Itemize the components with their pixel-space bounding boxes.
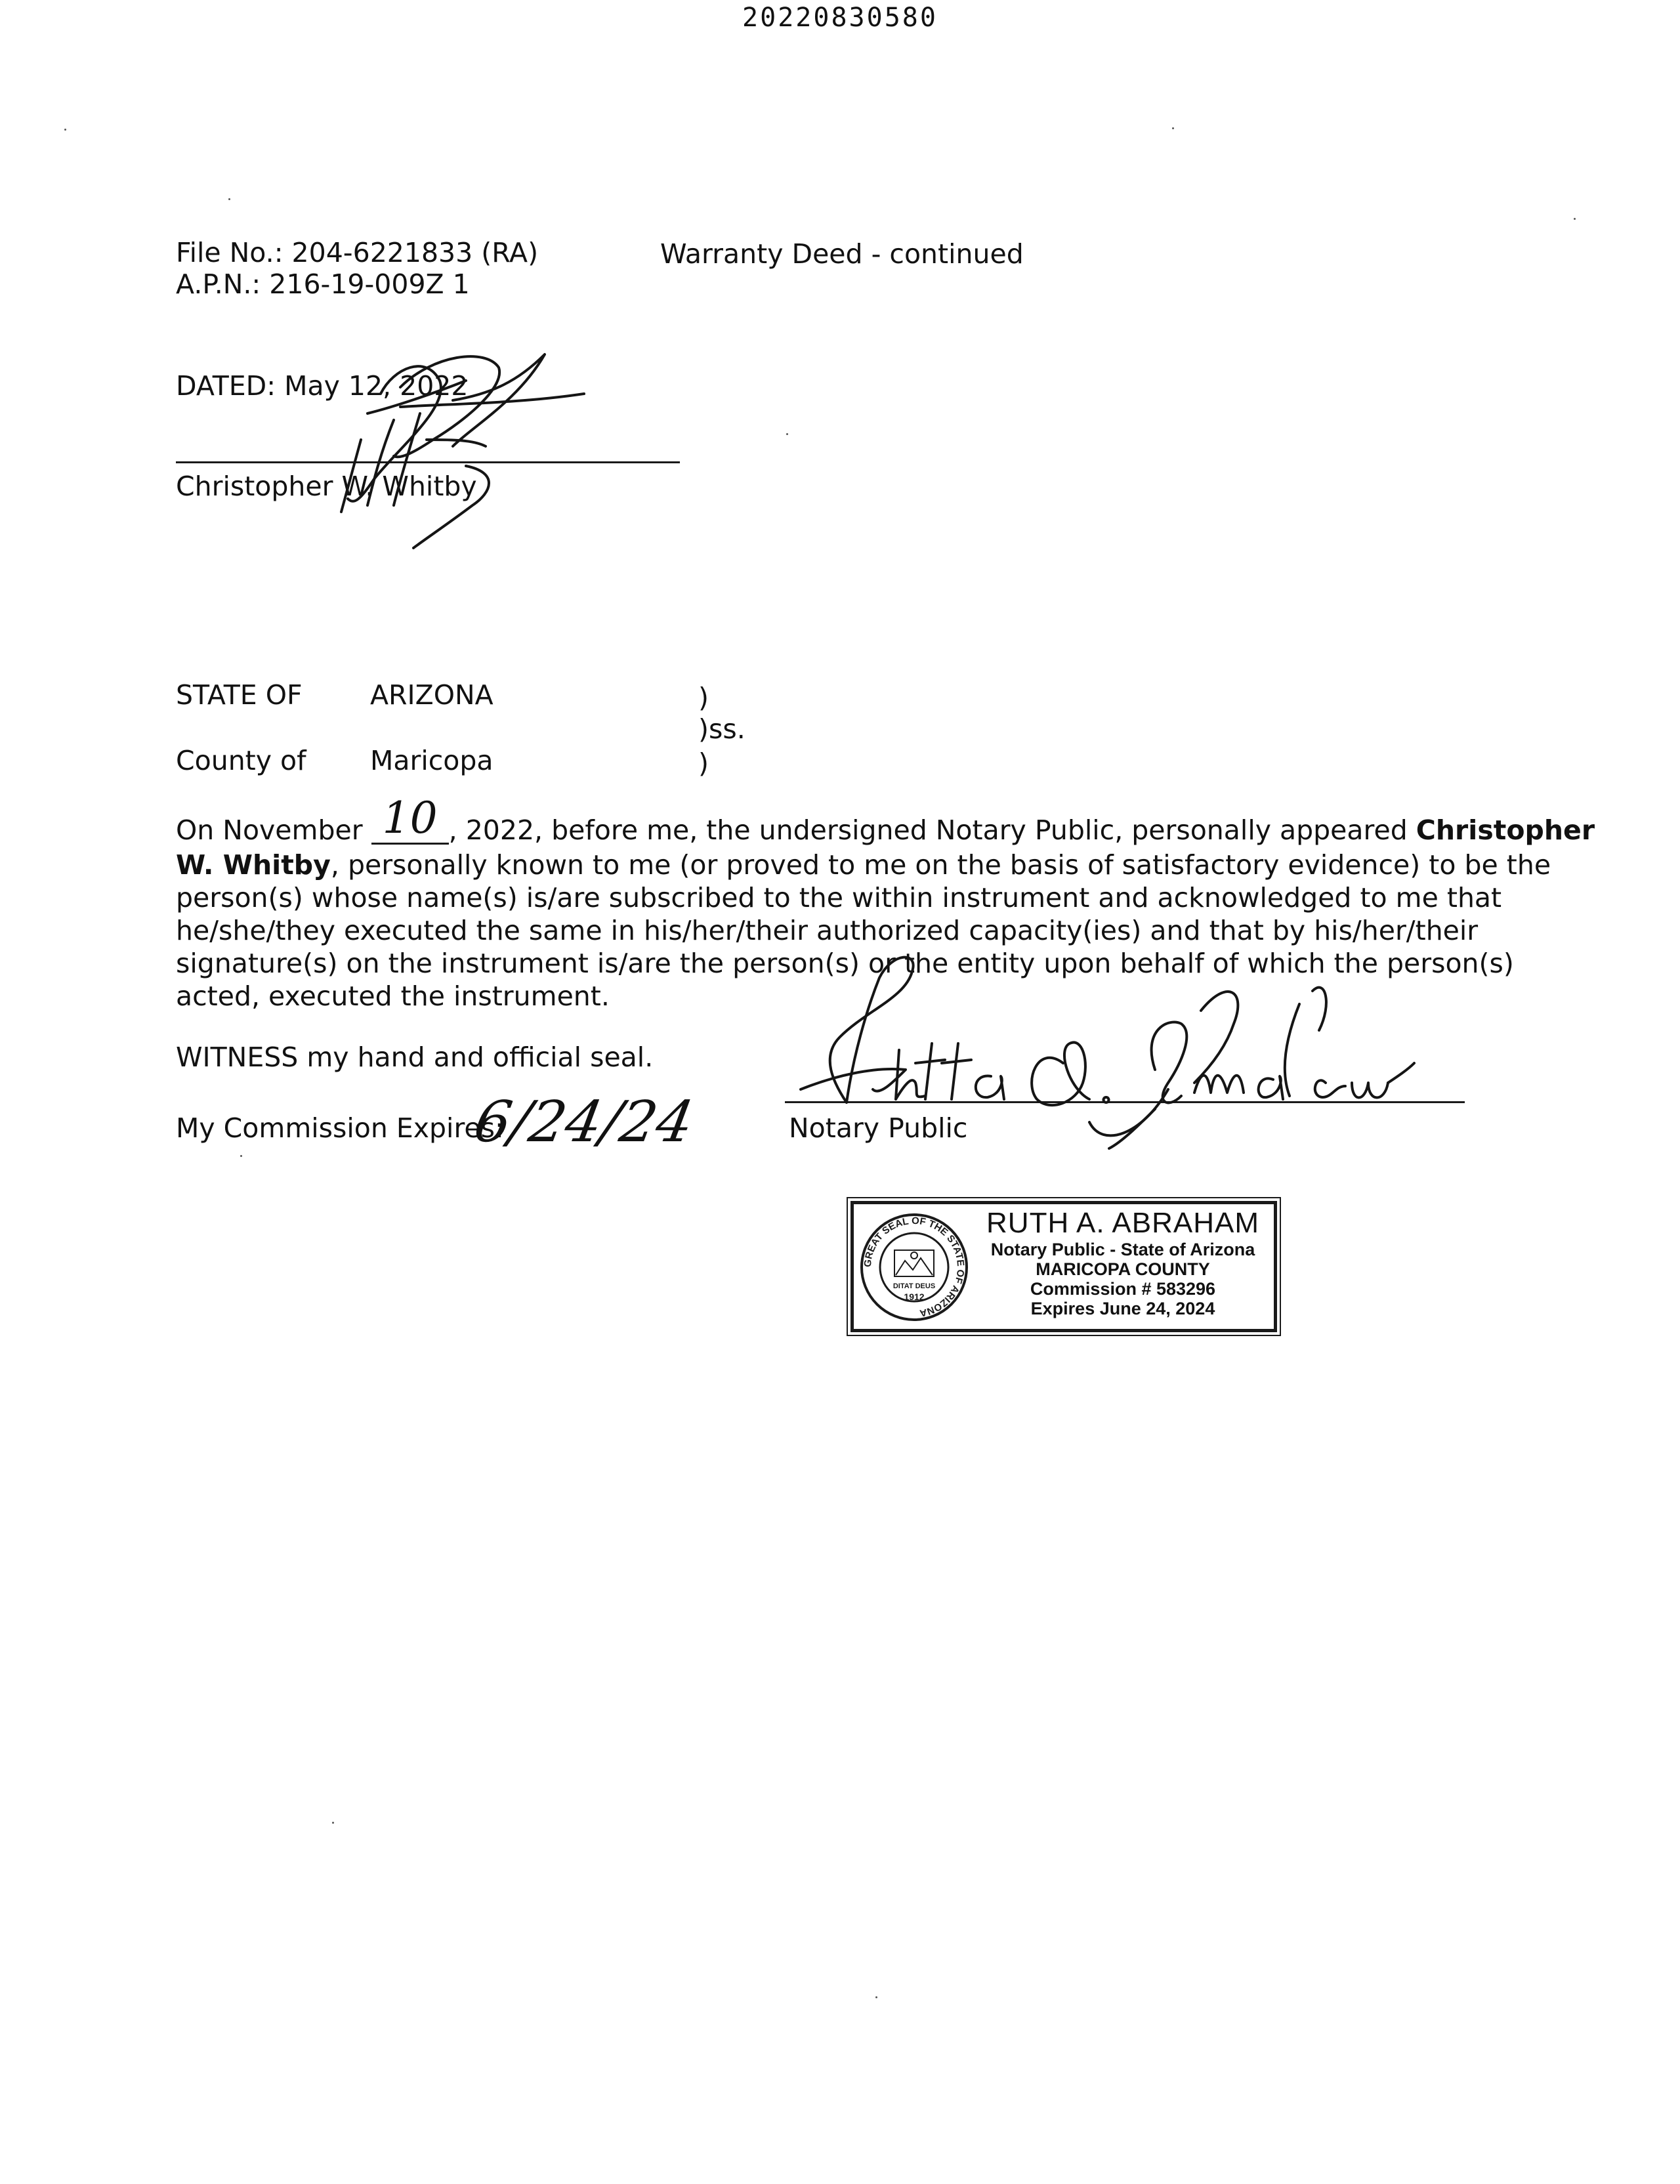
scan-speck (1574, 218, 1576, 220)
scan-speck (228, 198, 230, 200)
grantor-signature (302, 341, 604, 551)
document-title: Warranty Deed - continued (660, 238, 1024, 270)
commission-label: My Commission Expires: (176, 1112, 504, 1144)
paragraph-line: W. Whitby, personally known to me (or proved to me on the basis of satisfactory evidence) to be the (176, 849, 1551, 881)
recording-number: 20220830580 (742, 3, 938, 33)
witness-line: WITNESS my hand and official seal. (176, 1041, 654, 1073)
notary-stamp (850, 1201, 1277, 1332)
scan-speck (786, 433, 788, 435)
paragraph-line: signature(s) on the instrument is/are the person(s) or the entity upon behalf of which the person(s) (176, 948, 1514, 979)
handwritten-day: 10 (382, 793, 438, 843)
venue-paren-close: ) (698, 747, 709, 779)
appearing-party-name-1: Christopher (1416, 814, 1595, 846)
scan-speck (64, 129, 66, 131)
paragraph-line: person(s) whose name(s) is/are subscribed to the within instrument and acknowledged to me that (176, 882, 1502, 914)
notary-public-label: Notary Public (789, 1112, 968, 1144)
scan-speck (1172, 127, 1174, 129)
state-seal-icon (859, 1212, 969, 1322)
notary-signature (774, 952, 1418, 1148)
seal-motto: DITAT DEUS (892, 1282, 936, 1290)
scan-speck (332, 1822, 334, 1824)
scan-speck (875, 1996, 877, 1998)
county-label: County of (176, 745, 306, 776)
stamp-text-block (978, 1207, 1267, 1318)
apn-number: A.P.N.: 216-19-009Z 1 (176, 268, 470, 300)
file-number: File No.: 204-6221833 (RA) (176, 237, 539, 268)
stamp-county: MARICOPA COUNTY (1036, 1259, 1210, 1279)
state-value: ARIZONA (370, 679, 494, 711)
stamp-expiration: Expires June 24, 2024 (1030, 1299, 1215, 1318)
stamp-notary-title: Notary Public - State of Arizona (990, 1240, 1255, 1259)
scan-speck (240, 1155, 242, 1157)
stamp-notary-name: RUTH A. ABRAHAM (986, 1207, 1259, 1239)
commission-expiration-handwritten: 6/24/24 (469, 1089, 699, 1155)
venue-ss: )ss. (698, 713, 746, 745)
county-value: Maricopa (370, 745, 494, 776)
grantor-name: Christopher W. Whitby (176, 471, 477, 502)
venue-paren-open: ) (698, 682, 709, 713)
paragraph-line: he/she/they executed the same in his/her/their authorized capacity(ies) and that by his/her/their (176, 915, 1479, 946)
ack-after-day: , 2022, before me, the undersigned Notary Public, personally appeared (448, 814, 1408, 846)
appearing-party-name-2: W. Whitby (176, 849, 331, 881)
seal-ring-text: GREAT SEAL OF THE STATE OF ARIZONA (862, 1215, 967, 1319)
stamp-commission-number: Commission # 583296 (1030, 1279, 1216, 1299)
state-label: STATE OF (176, 679, 303, 711)
paragraph-line (176, 793, 1595, 849)
dated-line: DATED: May 12, 2022 (176, 370, 469, 402)
seal-year: 1912 (904, 1292, 925, 1302)
paragraph-line: acted, executed the instrument. (176, 980, 610, 1012)
ack-prefix: On November (176, 814, 363, 846)
